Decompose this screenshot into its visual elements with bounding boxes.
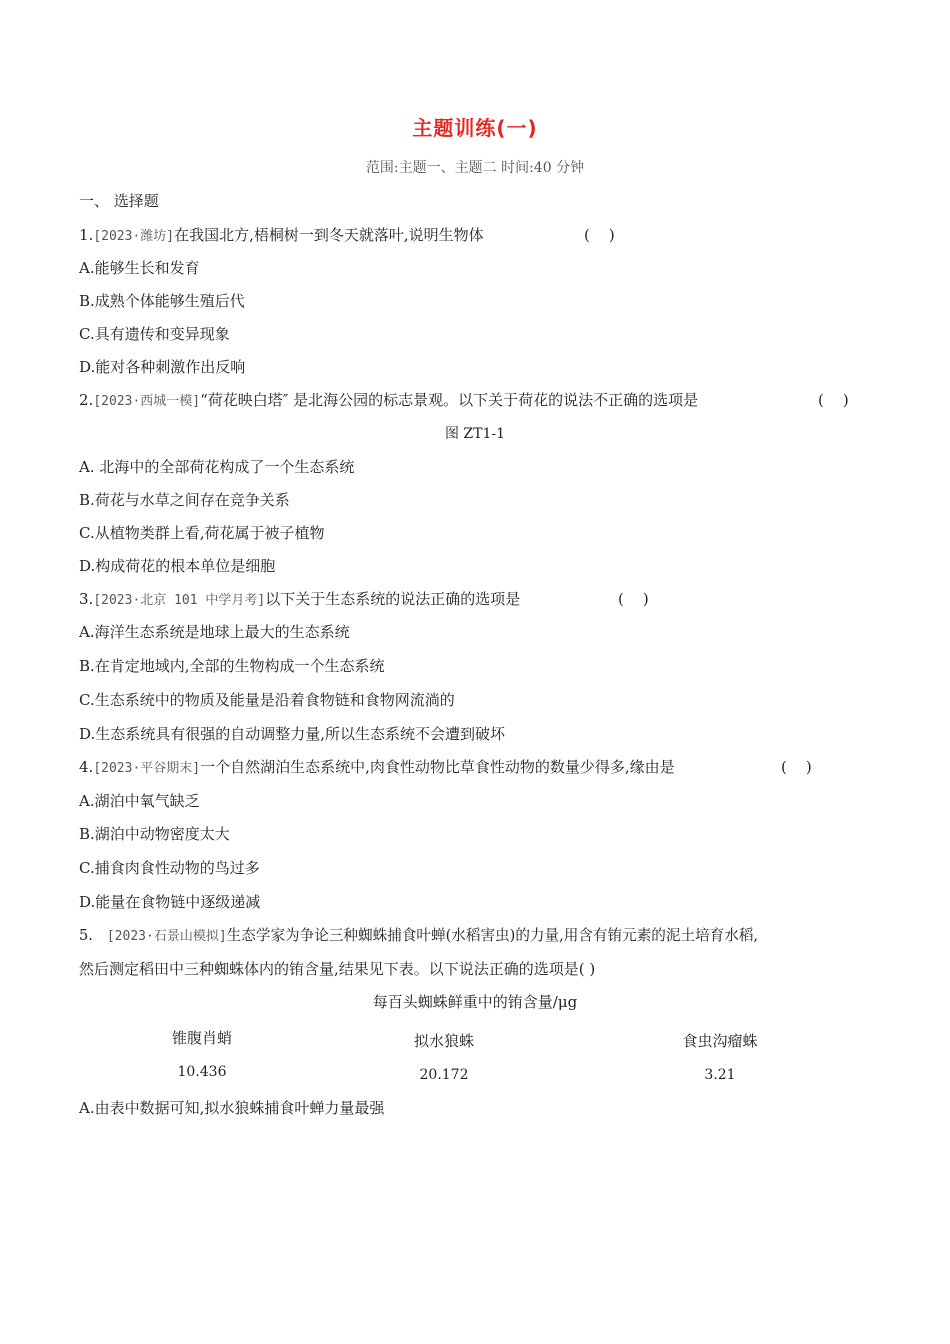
table-header-cell: 食虫沟瘤蛛 <box>682 1032 758 1050</box>
question-text-line-2: 然后测定稻田中三种蜘蛛体内的铕含量,结果见下表。以下说法正确的选项是( <box>79 960 585 978</box>
option-b: B.成熟个体能够生殖后代 <box>79 292 245 310</box>
question-5 <box>79 926 758 947</box>
option-c: C.生态系统中的物质及能量是沿着食物链和食物网流淌的 <box>79 691 455 709</box>
question-source: [2023·潍坊] <box>93 229 175 244</box>
option-c: C.捕食肉食性动物的鸟过多 <box>79 859 260 877</box>
table-header-cell: 锥腹肖蛸 <box>171 1029 232 1047</box>
answer-blank: ( ) <box>781 758 812 776</box>
question-number: 5. <box>79 927 93 944</box>
page-subtitle: 范围:主题一、主题二 时间:40 分钟 <box>365 160 585 176</box>
answer-blank: ( ) <box>818 391 849 409</box>
question-text: 生态学家为争论三种蜘蛛捕食叶蝉(水稻害虫)的力量,用含有铕元素的泥土培育水稻, <box>226 927 759 944</box>
option-d: D.能对各种刺激作出反响 <box>79 358 246 376</box>
question-text: 在我国北方,梧桐树一到冬天就落叶,说明生物体 <box>174 226 484 244</box>
answer-blank: ( ) <box>618 590 649 608</box>
question-source: [2023·平谷期末] <box>93 761 201 776</box>
question-source: [2023·石景山模拟] <box>106 929 227 944</box>
question-text: 以下关于生态系统的说法正确的选项是 <box>265 590 521 608</box>
option-b: B.荷花与水草之间存在竞争关系 <box>79 491 290 509</box>
table-value-cell: 3.21 <box>704 1067 736 1083</box>
answer-blank: ( ) <box>584 226 615 244</box>
option-a: A.湖泊中氧气缺乏 <box>79 792 200 810</box>
option-a: A.能够生长和发育 <box>79 259 200 277</box>
table-title: 每百头蜘蛛鲜重中的铕含量/μg <box>372 993 578 1011</box>
option-a: A.由表中数据可知,拟水狼蛛捕食叶蝉力量最强 <box>79 1099 385 1117</box>
table-value-cell: 10.436 <box>177 1064 227 1080</box>
table-value-cell: 20.172 <box>419 1067 469 1083</box>
question-5-continued <box>79 959 595 979</box>
question-number: 4. <box>79 758 94 776</box>
page-title: 主题训练(一) <box>412 116 538 140</box>
option-c: C.具有遗传和变异现象 <box>79 325 230 343</box>
question-source: [2023·西城一模] <box>93 394 201 409</box>
section-heading: 一、 选择题 <box>79 192 159 210</box>
option-d: D.能量在食物链中逐级递减 <box>79 893 261 911</box>
question-1 <box>79 225 484 247</box>
option-a: A. 北海中的全部荷花构成了一个生态系统 <box>79 458 355 476</box>
table-header-cell: 拟水狼蛛 <box>413 1032 474 1050</box>
option-b: B.在肯定地域内,全部的生物构成一个生态系统 <box>79 657 385 675</box>
figure-caption: 图 ZT1-1 <box>444 426 506 442</box>
answer-blank: ) <box>584 960 596 978</box>
question-text: “荷花映白塔″ 是北海公园的标志景观。以下关于荷花的说法不正确的选项是 <box>200 391 699 409</box>
option-a: A.海洋生态系统是地球上最大的生态系统 <box>79 623 350 641</box>
question-number: 1. <box>79 226 94 244</box>
option-d: D.生态系统具有很强的自动调整力量,所以生态系统不会遭到破坏 <box>79 725 506 743</box>
question-2 <box>79 390 698 412</box>
option-c: C.从植物类群上看,荷花属于被子植物 <box>79 524 325 542</box>
question-number: 3. <box>79 590 94 608</box>
question-number: 2. <box>79 391 94 409</box>
option-b: B.湖泊中动物密度太大 <box>79 825 230 843</box>
option-d: D.构成荷花的根本单位是细胞 <box>79 557 276 575</box>
question-3 <box>79 589 520 611</box>
question-text: 一个自然湖泊生态系统中,肉食性动物比草食性动物的数量少得多,缘由是 <box>200 758 675 776</box>
question-source: [2023·北京 101 中学月考] <box>93 593 266 608</box>
question-4 <box>79 757 675 779</box>
